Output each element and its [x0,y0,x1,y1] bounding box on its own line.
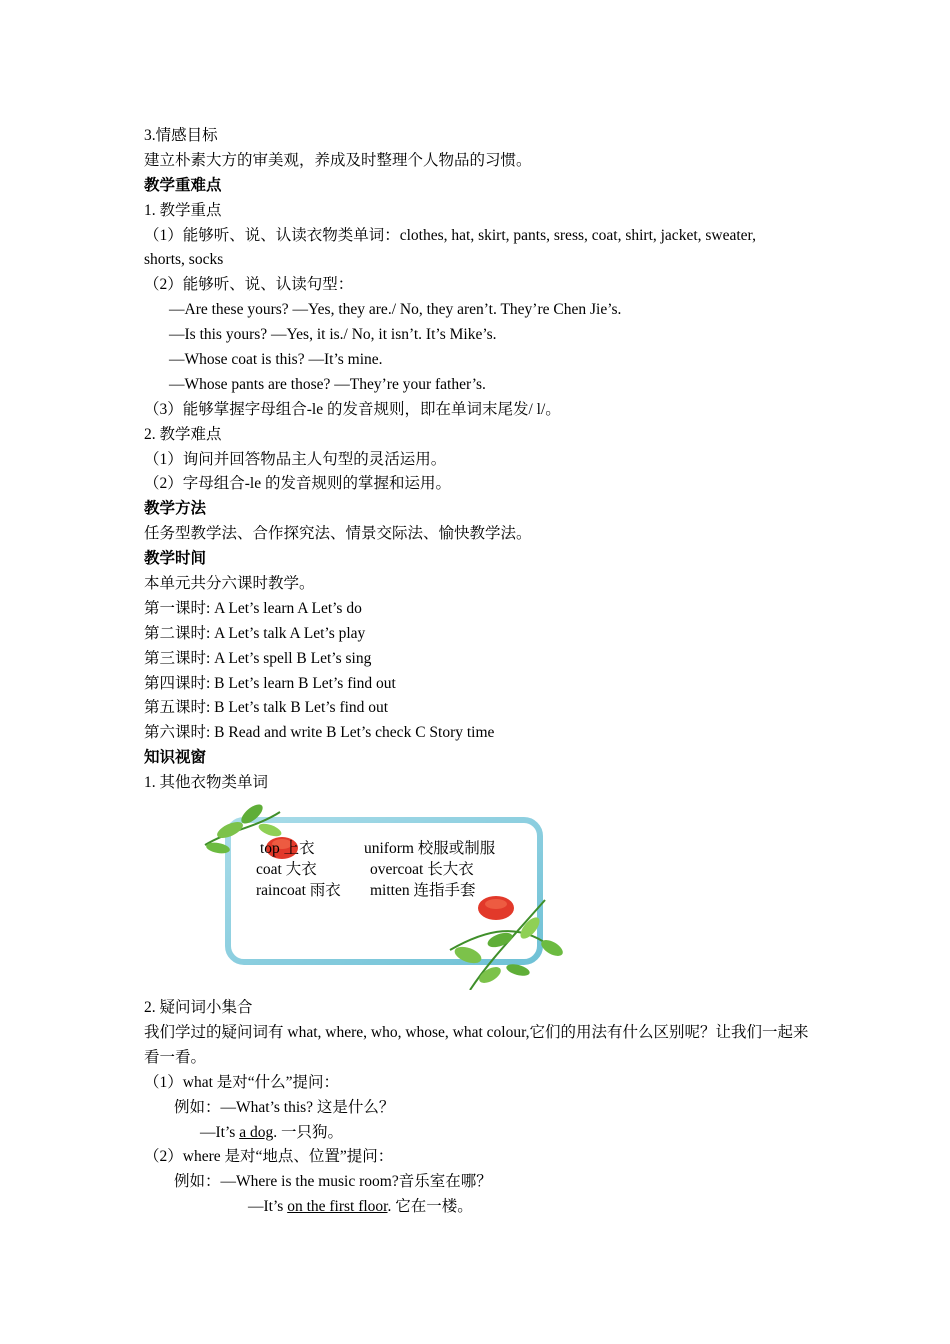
sentence-pattern: —Are these yours? —Yes, they are./ No, they aren’t. They’re Chen Jie’s. [169,301,622,319]
sentence-pattern: —Whose coat is this? —It’s mine. [169,351,383,369]
sentence-pattern: —Whose pants are those? —They’re your father’s. [169,375,486,393]
section-heading: 3.情感目标 [144,127,218,144]
answer-prefix: —It’s [200,1123,240,1141]
text-line: 本单元共分六课时教学。 [144,575,315,593]
text-line: （1）what 是对“什么”提问： [144,1073,340,1091]
answer-prefix: —It’s [248,1198,288,1216]
sentence-pattern: —Is this yours? —Yes, it is./ No, it isn’t. It’s Mike’s. [169,326,497,344]
subheading: 2. 疑问词小集合 [144,999,253,1017]
section-heading: 教学重难点 [144,176,222,194]
example-answer [144,1195,814,1220]
text-line: （2）字母组合-le 的发音规则的掌握和运用。 [144,475,451,493]
answer-underlined: a dog [239,1123,274,1141]
text-line: shorts, socks [144,251,224,269]
lesson-line: 第六课时: B Read and write B Let’s check C Story time [144,724,495,742]
subheading: 1. 教学重点 [144,201,222,219]
answer-underlined: on the first floor [287,1198,388,1216]
text-paragraph: 我们学过的疑问词有 what, where, who, whose, what colour,它们的用法有什么区别呢？让我们一起来看一看。 [144,1023,809,1066]
vocab-word: mitten 连指手套 [370,882,476,900]
lesson-line: 第三课时: A Let’s spell B Let’s sing [144,649,372,667]
text-line: 建立朴素大方的审美观，养成及时整理个人物品的习惯。 [144,151,532,169]
document-page [144,124,814,1220]
vocab-word: uniform 校服或制服 [364,840,496,858]
text-line: （2）能够听、说、认读句型： [144,276,354,294]
example-answer [144,1121,814,1146]
text-line: （3）能够掌握字母组合-le 的发音规则，即在单词末尾发/ l/。 [144,400,561,418]
section-heading: 知识视窗 [144,749,207,767]
lesson-line: 第一课时: A Let’s learn A Let’s do [144,599,362,617]
answer-suffix: . 它在一楼。 [387,1198,473,1216]
vocab-word: overcoat 长大衣 [370,861,474,879]
lesson-line: 第五课时: B Let’s talk B Let’s find out [144,699,389,717]
vocab-word: top 上衣 [260,840,315,858]
section-heading: 教学方法 [144,500,207,518]
text-line: （1）能够听、说、认读衣物类单词：clothes, hat, skirt, pants, sress, coat, shirt, jacket, sweater, [144,226,756,244]
vocab-word: raincoat 雨衣 [256,882,341,900]
vocab-figure [144,796,814,996]
subheading: 1. 其他衣物类单词 [144,774,269,792]
section-heading: 教学时间 [144,550,207,568]
text-line: （1）询问并回答物品主人句型的灵活运用。 [144,450,447,468]
example-line: 例如：—What’s this? 这是什么？ [174,1098,395,1116]
text-line: （2）where 是对“地点、位置”提问： [144,1148,394,1166]
subheading: 2. 教学难点 [144,425,222,443]
answer-suffix: . 一只狗。 [273,1123,343,1141]
text-line: 任务型教学法、合作探究法、情景交际法、愉快教学法。 [144,525,532,543]
example-line: 例如：—Where is the music room?音乐室在哪？ [174,1173,492,1191]
vocab-word: coat 大衣 [256,861,317,879]
lesson-line: 第二课时: A Let’s talk A Let’s play [144,624,366,642]
lesson-line: 第四课时: B Let’s learn B Let’s find out [144,674,396,692]
